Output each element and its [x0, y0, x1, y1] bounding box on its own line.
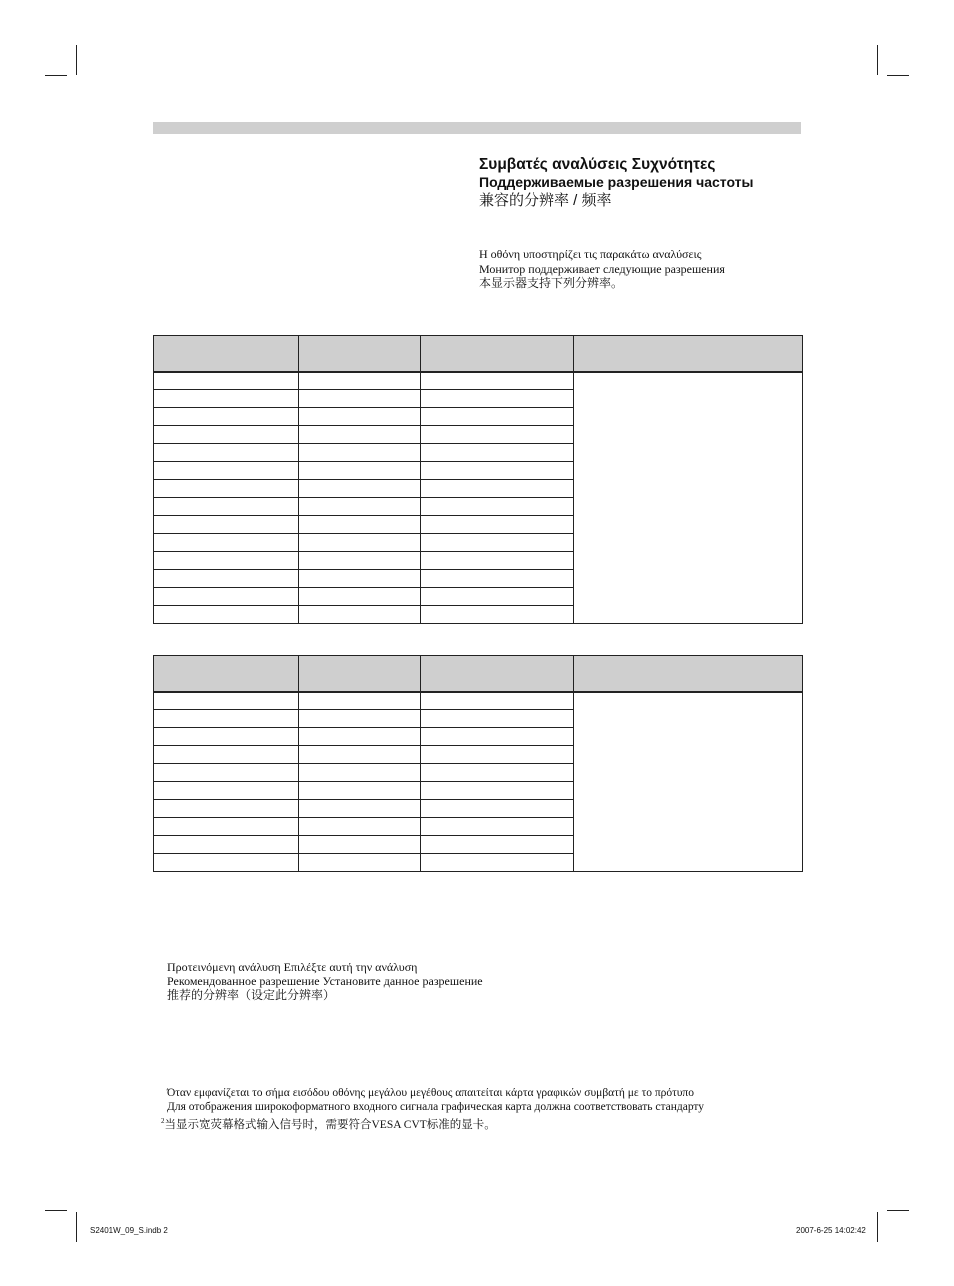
table-cell	[299, 552, 421, 570]
table-cell	[421, 408, 574, 426]
table-header-cell	[299, 656, 421, 692]
recommended-note-russian: Рекомендованное разрешение Установите данное разрешение	[167, 974, 483, 988]
table-cell	[421, 426, 574, 444]
table-header-row	[154, 336, 803, 372]
wide-note-greek: Όταν εμφανίζεται το σήμα εισόδου οθόνης μεγάλου μεγέθους απαιτείται κάρτα γραφικών συμβατή με το πρότυπο	[167, 1087, 694, 1099]
table-cell	[154, 534, 299, 552]
table-cell	[299, 408, 421, 426]
table-cell	[154, 692, 299, 710]
table-header-cell	[299, 336, 421, 372]
table-cell	[299, 854, 421, 872]
table-cell	[299, 692, 421, 710]
table-cell	[299, 800, 421, 818]
crop-mark	[76, 45, 77, 75]
table-cell	[299, 606, 421, 624]
wide-note-russian: Для отображения широкоформатного входного сигнала графическая карта должна соответствовать стандарту	[167, 1101, 705, 1113]
table-cell	[154, 570, 299, 588]
table-cell	[421, 462, 574, 480]
table-cell	[299, 746, 421, 764]
table-cell	[421, 728, 574, 746]
table-cell	[154, 480, 299, 498]
table-header-cell	[421, 336, 574, 372]
footer-timestamp: 2007-6-25 14:02:42	[796, 1226, 866, 1235]
table-header-cell	[154, 656, 299, 692]
table-cell	[154, 606, 299, 624]
heading-chinese: 兼容的分辨率 / 频率	[479, 192, 612, 209]
table-cell	[421, 782, 574, 800]
table-cell	[299, 444, 421, 462]
table-cell	[299, 836, 421, 854]
table-cell	[299, 390, 421, 408]
intro-russian: Монитор поддерживает следующие разрешения	[479, 261, 725, 276]
table-header-cell	[574, 336, 803, 372]
table-header-cell	[574, 656, 803, 692]
table-cell	[421, 836, 574, 854]
header-bar	[153, 122, 801, 134]
table-cell	[421, 800, 574, 818]
wide-note-chinese: 当显示宽荧幕格式输入信号时，需要符合VESA CVT标准的显卡。	[164, 1118, 496, 1131]
table-cell	[154, 498, 299, 516]
table-header-row	[154, 656, 803, 692]
crop-mark	[45, 75, 67, 76]
table-header-cell	[154, 336, 299, 372]
table-cell	[421, 534, 574, 552]
widescreen-note	[161, 1086, 705, 1132]
table-header-cell	[421, 656, 574, 692]
crop-mark	[877, 1212, 878, 1242]
table-cell	[299, 728, 421, 746]
table-cell	[154, 462, 299, 480]
table-cell	[299, 764, 421, 782]
table-cell	[154, 764, 299, 782]
table-cell	[299, 570, 421, 588]
section-heading	[479, 155, 753, 210]
table-cell	[421, 818, 574, 836]
heading-greek: Συμβατές αναλύσεις Συχνότητες	[479, 156, 716, 173]
crop-mark	[45, 1210, 67, 1211]
table-cell	[154, 818, 299, 836]
recommended-note-greek: Προτεινόμενη ανάλυση Επιλέξτε αυτή την ανάλυση	[167, 960, 418, 974]
intro-chinese: 本显示器支持下列分辨率。	[479, 276, 624, 290]
footer-filename: S2401W_09_S.indb 2	[90, 1226, 168, 1235]
table-cell	[154, 800, 299, 818]
table-cell	[299, 710, 421, 728]
table-cell	[299, 534, 421, 552]
table-merged-cell	[574, 692, 803, 872]
footnote-marker: 2	[161, 1117, 165, 1125]
recommended-resolution-note	[167, 960, 483, 1002]
recommended-note-chinese: 推荐的分辨率（设定此分辨率）	[167, 988, 336, 1002]
wide-note-chinese-line	[161, 1114, 704, 1132]
table-cell	[299, 782, 421, 800]
table-cell	[154, 588, 299, 606]
table-cell	[154, 408, 299, 426]
table-cell	[421, 606, 574, 624]
table-cell	[154, 390, 299, 408]
table-cell	[421, 552, 574, 570]
table-cell	[154, 516, 299, 534]
table-cell	[154, 728, 299, 746]
table-cell	[421, 854, 574, 872]
intro-greek: Η οθόνη υποστηρίζει τις παρακάτω αναλύσεις	[479, 247, 702, 261]
table-cell	[421, 746, 574, 764]
table-cell	[299, 480, 421, 498]
resolution-table-1	[153, 335, 803, 624]
table-cell	[421, 764, 574, 782]
heading-russian: Поддерживаемые разрешения частоты	[479, 174, 754, 190]
table-cell	[299, 498, 421, 516]
table-cell	[154, 782, 299, 800]
table-row	[154, 692, 803, 710]
table-cell	[154, 426, 299, 444]
table-cell	[299, 516, 421, 534]
table-cell	[154, 552, 299, 570]
table-cell	[299, 372, 421, 390]
table-row	[154, 372, 803, 390]
table-cell	[421, 480, 574, 498]
table-cell	[299, 462, 421, 480]
table-cell	[154, 710, 299, 728]
resolution-table-2	[153, 655, 803, 872]
table-cell	[299, 818, 421, 836]
table-cell	[421, 516, 574, 534]
table-cell	[421, 692, 574, 710]
table-cell	[299, 588, 421, 606]
table-cell	[154, 836, 299, 854]
table-merged-cell	[574, 372, 803, 624]
table-cell	[421, 588, 574, 606]
table-cell	[154, 372, 299, 390]
table-cell	[421, 444, 574, 462]
crop-mark	[76, 1212, 77, 1242]
crop-mark	[887, 1210, 909, 1211]
crop-mark	[887, 75, 909, 76]
table-cell	[154, 746, 299, 764]
intro-text	[479, 247, 725, 291]
table-cell	[299, 426, 421, 444]
table-cell	[421, 570, 574, 588]
table-cell	[421, 390, 574, 408]
table-cell	[421, 372, 574, 390]
table-cell	[154, 444, 299, 462]
crop-mark	[877, 45, 878, 75]
table-cell	[421, 498, 574, 516]
table-cell	[154, 854, 299, 872]
table-cell	[421, 710, 574, 728]
